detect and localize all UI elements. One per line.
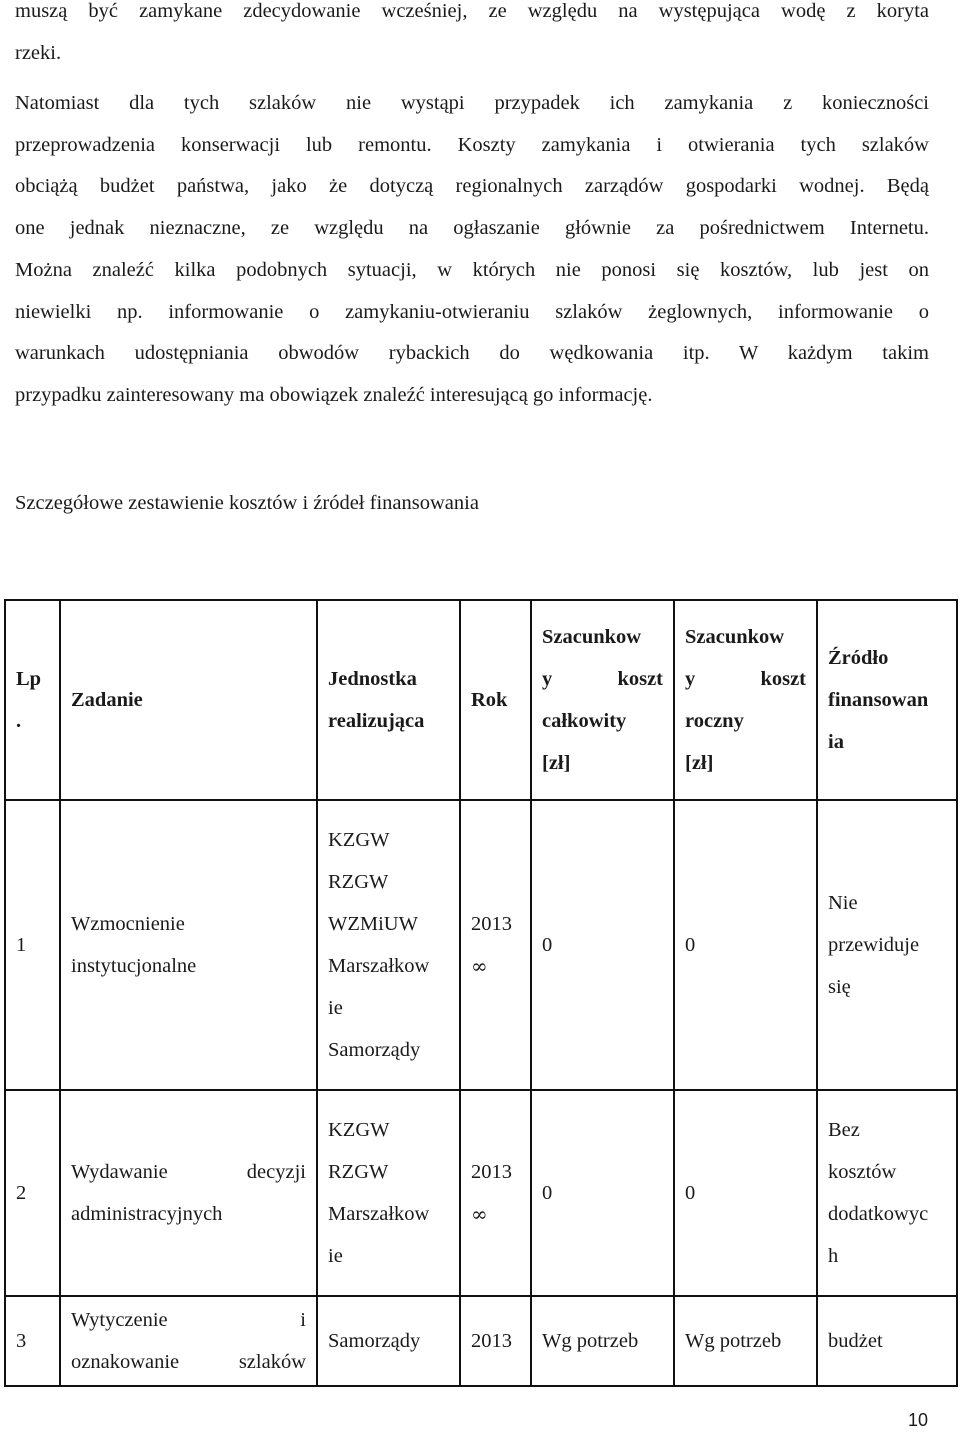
row-units: KZGW RZGW Marszałkow ie xyxy=(317,1090,460,1296)
header-unit: Jednostka realizująca xyxy=(317,600,460,800)
row-task: Wytyczenie i oznakowanie szlaków xyxy=(60,1296,317,1386)
table-row xyxy=(5,1296,957,1386)
infinity-symbol: ∞ xyxy=(471,1202,488,1226)
row-year: 2013 xyxy=(460,1296,531,1386)
page-number: 10 xyxy=(907,1410,928,1430)
row-year: 2013 ∞ xyxy=(460,800,531,1090)
text-line: Można znaleźć kilka podobnych sytuacji, w których nie ponosi się kosztów, lub jest on xyxy=(15,258,929,281)
paragraph-costs xyxy=(15,83,929,417)
text-line: niewielki np. informowanie o zamykaniu-otwieraniu szlaków żeglownych, informowanie o xyxy=(15,300,929,323)
row-total-cost: Wg potrzeb xyxy=(531,1296,674,1386)
row-annual-cost: Wg potrzeb xyxy=(674,1296,817,1386)
table-row xyxy=(5,1090,957,1296)
text-line: rzeki. xyxy=(15,41,62,64)
row-total-cost: 0 xyxy=(531,1090,674,1296)
row-lp: 2 xyxy=(5,1090,60,1296)
header-total-cost: Szacunkow y koszt całkowity [zł] xyxy=(531,600,674,800)
row-units: Samorządy xyxy=(317,1296,460,1386)
text-line: obciążą budżet państwa, jako że dotyczą regionalnych zarządów gospodarki wodnej. Będą xyxy=(15,175,929,198)
row-annual-cost: 0 xyxy=(674,1090,817,1296)
text-line: muszą być zamykane zdecydowanie wcześniej, ze względu na występująca wodę z koryta xyxy=(15,0,929,22)
row-lp: 3 xyxy=(5,1296,60,1386)
header-task: Zadanie xyxy=(60,600,317,800)
costs-table xyxy=(4,599,958,1387)
text-line: warunkach udostępniania obwodów rybackich do wędkowania itp. W każdym takim xyxy=(15,342,929,365)
row-source: Bez kosztów dodatkowyc h xyxy=(817,1090,957,1296)
header-source: Źródło finansowan ia xyxy=(817,600,957,800)
text-line: przeprowadzenia konserwacji lub remontu. Koszty zamykania i otwierania tych szlaków xyxy=(15,133,929,156)
header-annual-cost: Szacunkow y koszt roczny [zł] xyxy=(674,600,817,800)
row-year: 2013 ∞ xyxy=(460,1090,531,1296)
row-source: Nie przewiduje się xyxy=(817,800,957,1090)
row-total-cost: 0 xyxy=(531,800,674,1090)
text-line: Natomiast dla tych szlaków nie wystąpi przypadek ich zamykania z konieczności xyxy=(15,92,929,114)
table-row xyxy=(5,800,957,1090)
table-header-row xyxy=(5,600,957,800)
text-line: przypadku zainteresowany ma obowiązek znaleźć interesującą go informację. xyxy=(15,383,653,406)
row-annual-cost: 0 xyxy=(674,800,817,1090)
row-lp: 1 xyxy=(5,800,60,1090)
row-units: KZGW RZGW WZMiUW Marszałkow ie Samorządy xyxy=(317,800,460,1090)
row-task: Wydawanie decyzji administracyjnych xyxy=(60,1090,317,1296)
row-task: Wzmocnienie instytucjonalne xyxy=(60,800,317,1090)
paragraph-continuation xyxy=(15,0,929,74)
text-line: one jednak nieznaczne, ze względu na ogłaszanie głównie za pośrednictwem Internetu. xyxy=(15,217,929,240)
row-source: budżet xyxy=(817,1296,957,1386)
infinity-symbol: ∞ xyxy=(471,954,488,978)
section-heading: Szczegółowe zestawienie kosztów i źródeł finansowania xyxy=(15,492,479,514)
header-year: Rok xyxy=(460,600,531,800)
header-lp: Lp . xyxy=(5,600,60,800)
